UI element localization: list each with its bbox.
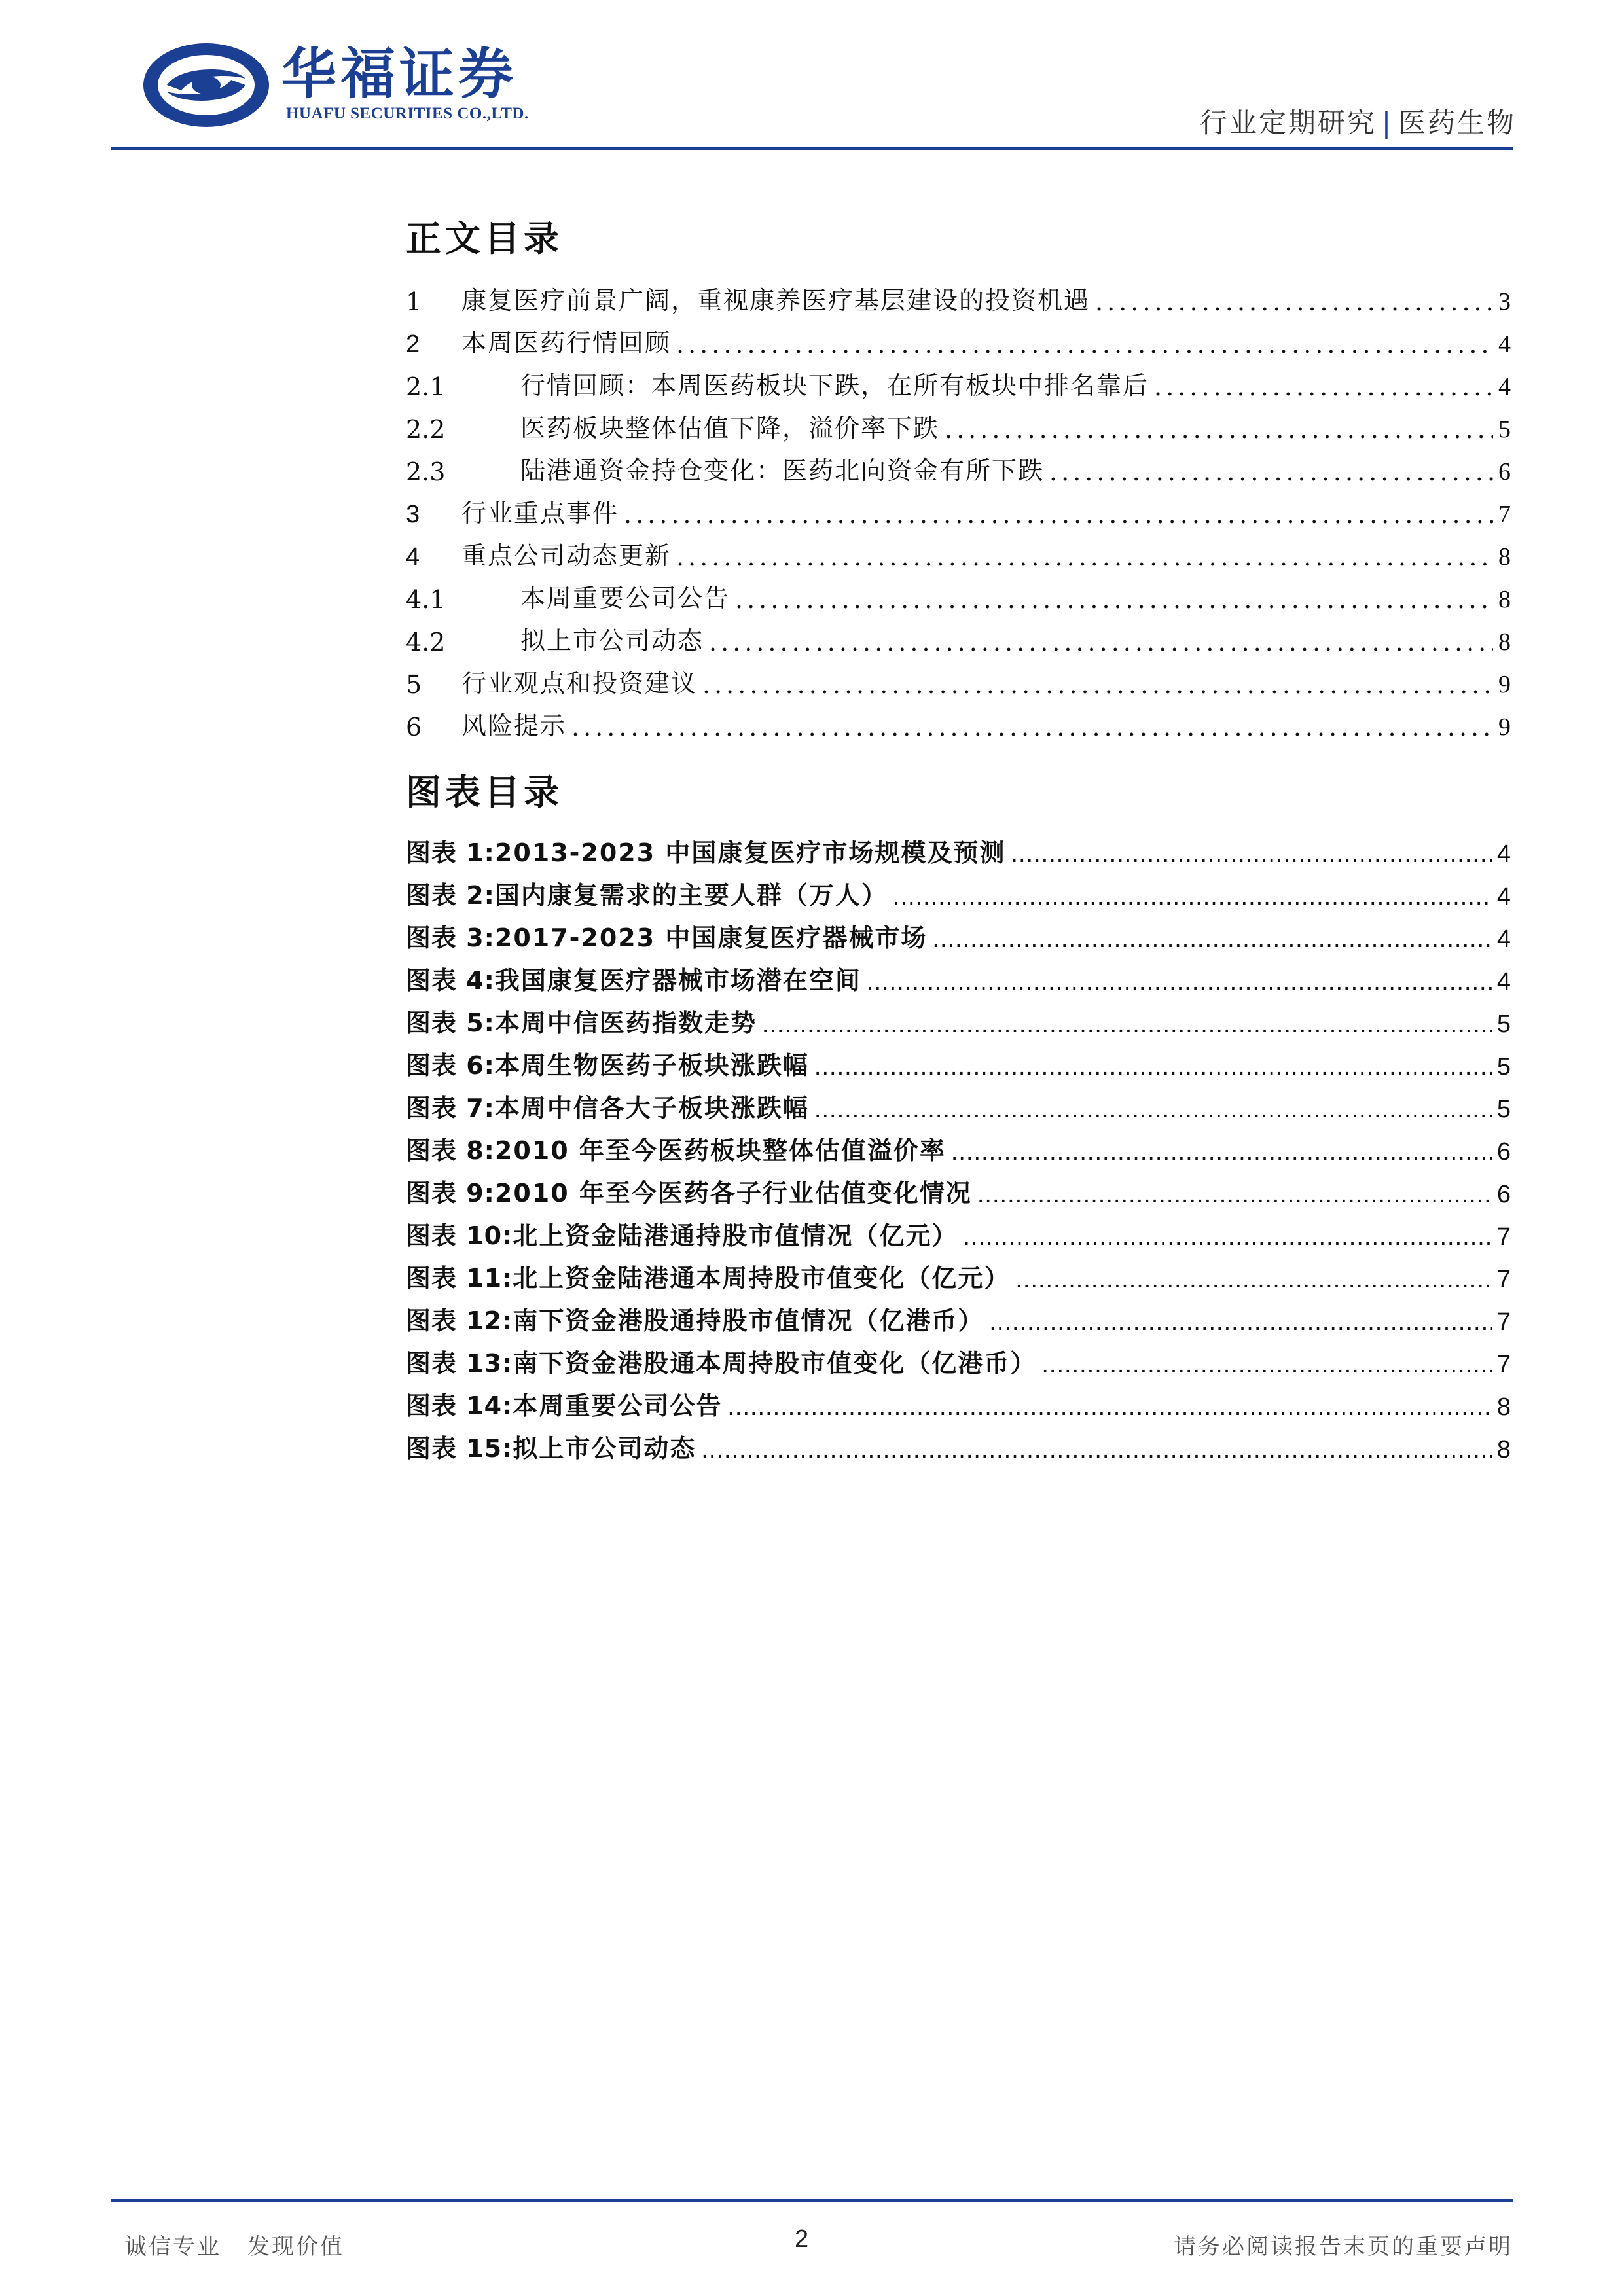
toc-item-number: 4 (406, 543, 420, 571)
toc-item-number: 4.1 (406, 585, 446, 614)
footer-slogan-1: 诚信专业 (124, 2234, 221, 2260)
toc-item-title: 重点公司动态更新 (461, 541, 672, 570)
toc-item-page: 3 (1498, 288, 1511, 315)
figure-leader-dots (1015, 1266, 1492, 1294)
footer-divider (111, 2199, 1513, 2202)
page-header (0, 0, 1624, 157)
figure-item-page: 4 (1496, 968, 1511, 996)
toc-item-number: 2.3 (406, 457, 446, 486)
toc-item[interactable] (406, 359, 1511, 401)
toc-item-number: 2.1 (406, 372, 446, 401)
figure-item[interactable] (406, 996, 1511, 1039)
toc-item-page: 4 (1498, 373, 1511, 401)
toc-item-page: 9 (1498, 713, 1511, 741)
toc-item-title: 医药板块整体估值下降，溢价率下跌 (520, 414, 940, 442)
figure-item[interactable] (406, 911, 1511, 954)
toc-item-page: 8 (1498, 586, 1511, 613)
toc-item[interactable] (406, 699, 1511, 742)
figure-item-label: 图表 11: (406, 1264, 513, 1293)
toc-leader-dots (676, 543, 1493, 571)
figure-item[interactable] (406, 1379, 1511, 1422)
figure-leader-dots (701, 1436, 1492, 1464)
figure-item-label: 图表 7: (406, 1094, 495, 1122)
figure-item[interactable] (406, 1124, 1511, 1166)
toc-item-page: 9 (1498, 671, 1511, 698)
toc-item-number: 6 (406, 713, 422, 742)
figure-item[interactable] (406, 1422, 1511, 1464)
figure-item[interactable] (406, 1294, 1511, 1336)
figure-leader-dots (977, 1181, 1492, 1209)
toc-item-title: 拟上市公司动态 (520, 626, 704, 655)
logo-chinese-name: 华福证券 (281, 42, 518, 106)
figure-item-page: 7 (1496, 1308, 1511, 1336)
figure-list-title: 图表目录 (406, 771, 563, 813)
figure-item-label: 图表 8: (406, 1136, 495, 1165)
figure-item-page: 6 (1496, 1181, 1511, 1208)
toc-item-page: 6 (1498, 458, 1511, 486)
toc-item-number: 3 (406, 501, 420, 528)
toc-leader-dots (624, 500, 1493, 529)
logo-english-name: HUAFU SECURITIES CO.,LTD. (286, 105, 529, 122)
figure-item-title: 2010 年至今医药板块整体估值溢价率 (494, 1136, 946, 1165)
toc-leader-dots (1095, 287, 1493, 316)
figure-item-page: 5 (1496, 1053, 1511, 1081)
figure-leader-dots (814, 1096, 1492, 1124)
toc-item-number: 4.2 (406, 628, 446, 656)
toc-leader-dots (945, 415, 1493, 444)
toc-leader-dots (1154, 372, 1493, 401)
figure-leader-dots (951, 1138, 1492, 1166)
figure-item[interactable] (406, 954, 1511, 996)
huafu-logo-icon (141, 39, 272, 131)
figure-item-title: 2010 年至今医药各子行业估值变化情况 (494, 1179, 972, 1208)
figure-item-page: 4 (1496, 925, 1511, 953)
toc-item-number: 5 (406, 670, 422, 699)
figure-item-title: 国内康复需求的主要人群（万人） (494, 881, 888, 910)
report-category (1200, 101, 1516, 141)
toc-title: 正文目录 (406, 217, 563, 259)
footer-slogan-2: 发现价值 (247, 2234, 344, 2260)
toc-item[interactable] (406, 614, 1511, 656)
figure-item-page: 4 (1496, 840, 1511, 868)
figure-item-label: 图表 1: (406, 838, 495, 867)
figure-item-title: 南下资金港股通持股市值情况（亿港币） (513, 1306, 984, 1335)
toc-item-page: 8 (1498, 628, 1511, 656)
toc-leader-dots (709, 628, 1493, 656)
figure-leader-dots (727, 1393, 1492, 1422)
figure-item-label: 图表 15: (406, 1434, 513, 1463)
figure-item-page: 7 (1496, 1351, 1511, 1378)
figure-item-title: 本周重要公司公告 (513, 1391, 723, 1420)
report-sector: 医药生物 (1398, 107, 1516, 139)
figure-item-label: 图表 5: (406, 1009, 495, 1037)
toc-item-title: 行业观点和投资建议 (461, 669, 698, 698)
figure-item[interactable] (406, 869, 1511, 911)
figure-item-title: 本周中信医药指数走势 (494, 1009, 757, 1037)
figure-item-title: 2013-2023 中国康复医疗市场规模及预测 (494, 838, 1006, 867)
figure-leader-dots (963, 1223, 1492, 1251)
figure-item-label: 图表 6: (406, 1051, 495, 1080)
figure-item-page: 6 (1496, 1138, 1511, 1166)
toc-item-title: 康复医疗前景广阔，重视康养医疗基层建设的投资机遇 (461, 286, 1091, 315)
figure-leader-dots (814, 1053, 1492, 1081)
header-divider (111, 147, 1513, 150)
toc-item[interactable] (406, 401, 1511, 444)
figure-leader-dots (1011, 840, 1491, 869)
figure-item-label: 图表 2: (406, 881, 495, 910)
toc-item[interactable] (406, 274, 1511, 316)
figure-item-label: 图表 13: (406, 1349, 513, 1378)
footer-disclaimer: 请务必阅读报告末页的重要声明 (1174, 2234, 1513, 2260)
figure-item[interactable] (406, 1251, 1511, 1294)
toc-item-title: 行情回顾：本周医药板块下跌，在所有板块中排名靠后 (520, 371, 1149, 400)
toc-item-page: 7 (1498, 501, 1511, 528)
figure-leader-dots (893, 883, 1492, 911)
toc-item[interactable] (406, 316, 1511, 359)
figure-item-page: 7 (1496, 1266, 1511, 1293)
figure-item-page: 7 (1496, 1223, 1511, 1251)
toc-item-number: 1 (406, 287, 422, 316)
figure-item-title: 北上资金陆港通持股市值情况（亿元） (513, 1221, 958, 1250)
figure-leader-dots (989, 1308, 1492, 1336)
toc-leader-dots (676, 330, 1493, 359)
toc-leader-dots (702, 670, 1493, 699)
figure-item-label: 图表 14: (406, 1391, 513, 1420)
figure-list (406, 826, 1511, 1464)
figure-item-label: 图表 4: (406, 966, 495, 995)
figure-item[interactable] (406, 1336, 1511, 1379)
toc-item[interactable] (406, 571, 1511, 614)
footer-slogan (124, 2229, 344, 2261)
figure-item[interactable] (406, 826, 1511, 869)
company-logo (141, 39, 547, 137)
toc-item-page: 8 (1498, 543, 1511, 571)
figure-item-title: 本周生物医药子板块涨跌幅 (494, 1051, 809, 1080)
figure-item-title: 北上资金陆港通本周持股市值变化（亿元） (513, 1264, 1011, 1293)
toc-item-title: 风险提示 (461, 711, 567, 740)
figure-leader-dots (1041, 1351, 1492, 1379)
figure-item-label: 图表 3: (406, 924, 495, 952)
toc-item[interactable] (406, 656, 1511, 699)
figure-item-title: 2017-2023 中国康复医疗器械市场 (494, 924, 928, 952)
toc-item-title: 行业重点事件 (461, 499, 619, 528)
toc-item-title: 本周医药行情回顾 (461, 329, 672, 357)
toc-item[interactable] (406, 486, 1511, 529)
toc-item[interactable] (406, 444, 1511, 486)
figure-item-title: 我国康复医疗器械市场潜在空间 (494, 966, 861, 995)
figure-item-title: 南下资金港股通本周持股市值变化（亿港币） (513, 1349, 1037, 1378)
figure-item[interactable] (406, 1081, 1511, 1124)
toc-leader-dots (1049, 457, 1493, 486)
figure-item[interactable] (406, 1166, 1511, 1209)
toc-item-title: 本周重要公司公告 (520, 584, 731, 613)
report-type: 行业定期研究 (1199, 107, 1377, 139)
toc-leader-dots (735, 585, 1493, 614)
header-separator: | (1381, 107, 1393, 139)
toc-item-page: 5 (1498, 416, 1511, 443)
toc-item-title: 陆港通资金持仓变化：医药北向资金有所下跌 (520, 456, 1045, 485)
figure-item-title: 本周中信各大子板块涨跌幅 (494, 1094, 809, 1122)
figure-item-label: 图表 9: (406, 1179, 495, 1208)
toc-list (406, 274, 1511, 742)
toc-leader-dots (571, 713, 1493, 742)
figure-leader-dots (932, 925, 1491, 954)
figure-item-page: 5 (1496, 1096, 1511, 1123)
toc-item[interactable] (406, 529, 1511, 571)
figure-item-title: 拟上市公司动态 (513, 1434, 696, 1463)
figure-item[interactable] (406, 1039, 1511, 1081)
figure-item-page: 8 (1496, 1393, 1511, 1421)
figure-item-page: 4 (1496, 883, 1511, 910)
figure-leader-dots (867, 968, 1492, 996)
toc-item-number: 2.2 (406, 415, 446, 444)
figure-item-label: 图表 10: (406, 1221, 513, 1250)
figure-item-label: 图表 12: (406, 1306, 513, 1335)
figure-item-page: 5 (1496, 1011, 1511, 1038)
figure-item[interactable] (406, 1209, 1511, 1251)
toc-item-page: 4 (1498, 331, 1511, 358)
page-number: 2 (795, 2225, 809, 2253)
toc-item-number: 2 (406, 331, 420, 358)
figure-leader-dots (762, 1011, 1492, 1039)
figure-item-page: 8 (1496, 1436, 1511, 1463)
